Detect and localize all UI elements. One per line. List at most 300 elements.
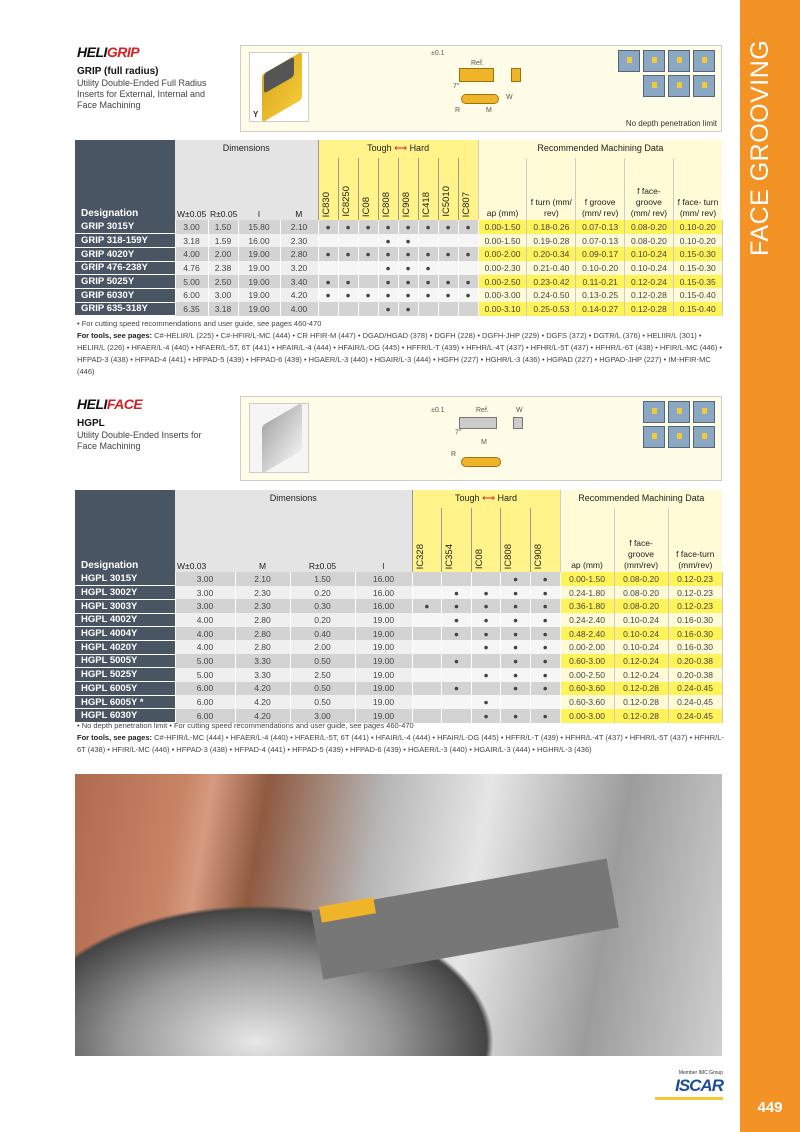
dim-cell: 2.30 — [235, 599, 290, 613]
availability-dot: ● — [418, 288, 438, 302]
machining-data-cell: 0.16-0.30 — [668, 627, 722, 641]
grade-name: IC354 — [444, 543, 456, 569]
dim-cell: 0.30 — [290, 599, 355, 613]
r-label: R — [451, 451, 457, 458]
grip-info-box — [240, 45, 722, 132]
availability-dot: ● — [530, 613, 560, 627]
machining-data-cell: 0.24-0.50 — [527, 288, 576, 302]
machining-data-cell: 0.10-0.24 — [625, 247, 674, 261]
logo-suffix: GRIP — [106, 44, 140, 60]
availability-dot: ● — [358, 247, 378, 261]
machining-data-cell: 0.00-1.50 — [478, 234, 527, 248]
tol-label: ±0.1 — [431, 407, 445, 414]
table-row — [75, 695, 722, 709]
availability-dot: ● — [471, 668, 501, 682]
availability-dot: ● — [530, 586, 560, 600]
availability-dot: ● — [438, 220, 458, 234]
hgpl-info-box — [240, 396, 722, 481]
dim-header: l — [355, 508, 412, 572]
grade-header — [412, 490, 560, 508]
dim-cell: 1.59 — [208, 234, 238, 248]
dim-cell: 19.00 — [238, 275, 280, 289]
dim-cell: 2.50 — [208, 275, 238, 289]
dim-cell: 19.00 — [238, 261, 280, 275]
machining-data-cell: 0.12-0.28 — [614, 682, 668, 696]
dim-cell: 0.50 — [290, 654, 355, 668]
machining-data-cell: 0.12-0.28 — [625, 302, 674, 316]
section-sidebar — [740, 0, 800, 1132]
grade-col-header — [458, 158, 478, 220]
ref-label: Ref. — [476, 407, 489, 414]
designation-cell: HGPL 4004Y — [75, 627, 175, 641]
availability-dot: ● — [338, 247, 358, 261]
grade-cell-empty — [412, 586, 442, 600]
machining-data-cell: 0.12-0.23 — [668, 599, 722, 613]
heligrip-logo — [77, 44, 139, 60]
grade-cell-empty — [358, 302, 378, 316]
availability-dot: ● — [458, 275, 478, 289]
machining-data-cell: 0.00-1.50 — [478, 220, 527, 234]
w-label: W — [516, 407, 523, 414]
availability-dot: ● — [530, 709, 560, 723]
designation-cell: HGPL 6005Y — [75, 682, 175, 696]
grade-cell-empty — [318, 302, 338, 316]
hgpl-table — [75, 490, 723, 723]
dim-cell: 2.80 — [235, 613, 290, 627]
dim-cell: 6.35 — [175, 302, 208, 316]
machining-data-cell: 0.60-3.60 — [560, 695, 614, 709]
dimensions-header: Dimensions — [175, 490, 412, 508]
table-row — [75, 613, 722, 627]
dim-cell: 3.40 — [280, 275, 318, 289]
hgpl-tools-label: For tools, see pages: — [77, 733, 153, 742]
face-internal-icon — [693, 75, 715, 97]
groove-icon — [643, 50, 665, 72]
dim-cell: 16.00 — [355, 599, 412, 613]
availability-dot: ● — [378, 220, 398, 234]
logo-prefix: HELI — [77, 396, 107, 412]
dim-cell: 4.00 — [175, 247, 208, 261]
machining-data-cell: 0.00-3.00 — [478, 288, 527, 302]
grade-cell-empty — [438, 261, 458, 275]
dim-cell: 2.30 — [235, 586, 290, 600]
machining-data-cell: 0.25-0.53 — [527, 302, 576, 316]
machining-data-cell: 0.12-0.24 — [614, 668, 668, 682]
face-profile-icon — [643, 426, 665, 448]
availability-dot: ● — [501, 599, 531, 613]
dim-header: W±0.05 — [175, 158, 208, 220]
availability-dot: ● — [418, 275, 438, 289]
face-turn-icon — [643, 401, 665, 423]
face-groove-icon — [693, 401, 715, 423]
designation-cell: GRIP 4020Y — [75, 247, 175, 261]
machining-data-cell: 0.20-0.38 — [668, 668, 722, 682]
grip-description: Utility Double-Ended Full Radius Inserts for External, Internal and Face Machining — [77, 78, 207, 110]
grade-col-header — [358, 158, 378, 220]
machining-data-cell: 0.20-0.34 — [527, 247, 576, 261]
grade-col-header — [412, 508, 442, 572]
availability-dot: ● — [378, 275, 398, 289]
dim-cell: 0.50 — [290, 682, 355, 696]
logo-suffix: FACE — [106, 396, 143, 412]
machining-data-cell: 0.12-0.28 — [625, 288, 674, 302]
machining-data-cell: 0.12-0.28 — [614, 709, 668, 723]
availability-dot: ● — [318, 247, 338, 261]
dim-cell: 6.00 — [175, 288, 208, 302]
dim-cell: 2.00 — [290, 640, 355, 654]
no-depth-note: No depth penetration limit — [625, 119, 717, 128]
availability-dot: ● — [398, 247, 418, 261]
machining-photo — [75, 774, 722, 1056]
availability-dot: ● — [378, 302, 398, 316]
m-label: M — [486, 107, 492, 114]
grade-cell-empty — [412, 668, 442, 682]
dim-cell: 2.50 — [290, 668, 355, 682]
dim-cell: 3.00 — [290, 709, 355, 723]
availability-dot: ● — [412, 599, 442, 613]
availability-dot: ● — [442, 613, 472, 627]
dim-cell: 4.20 — [235, 695, 290, 709]
grade-cell-empty — [471, 682, 501, 696]
availability-dot: ● — [442, 682, 472, 696]
hgpl-notes — [77, 720, 727, 756]
machining-data-cell: 0.60-3.60 — [560, 682, 614, 696]
r-label: R — [455, 107, 461, 114]
grip-tools-list: C#-HELIR/L (225) • C#-HFIR/L-MC (444) • CR HFIR-M (447) • DGAD/HGAD (378) • DGFH (228) • DGFH-JHP (229) • DGFS (372) • DGTR/L (376) • HELIIR/L (301) • HELIR/L (226) • HFAER/L-4 (440) • HFAER/L-5T, 6T (441) • HFAIR/L-4 (444) • HFAIR/L-DG (445) • HFFR/L-T (439) • HFHR/L-4T (437) • HFHR/L-5T (437) • HFHR/L-6T (438) • HFIR/L-MC (446) • HFPAD-3 (438) • HFPAD-4 (441) • HFPAD-5 (439) • HFPAD-6 (439) • HGAER/L-3 (440) • HGAIR/L-3 (444) • HGFH (227) • HGHR/L-3 (436) • HGPAD (227) • HGPAD-JHP (227) • IM-HFIR-MC (446) — [77, 331, 723, 376]
dim-cell: 2.80 — [235, 627, 290, 641]
grade-cell-empty — [442, 640, 472, 654]
grade-cell-empty — [471, 572, 501, 586]
availability-dot: ● — [318, 275, 338, 289]
grade-cell-empty — [338, 261, 358, 275]
machining-data-cell: 0.19-0.28 — [527, 234, 576, 248]
dim-header: M — [280, 158, 318, 220]
machining-data-cell: 0.10-0.24 — [614, 627, 668, 641]
dim-cell: 16.00 — [238, 234, 280, 248]
machining-data-cell: 0.16-0.30 — [668, 640, 722, 654]
availability-dot: ● — [471, 627, 501, 641]
machining-data-cell: 0.08-0.20 — [614, 572, 668, 586]
machining-data-cell: 0.08-0.20 — [614, 599, 668, 613]
machining-data-cell: 0.15-0.40 — [673, 302, 722, 316]
designation-cell: HGPL 6030Y — [75, 709, 175, 723]
face-turn-icon — [618, 50, 640, 72]
availability-dot: ● — [398, 234, 418, 248]
data-col-header: f turn (mm/ rev) — [527, 158, 576, 220]
heliface-logo — [77, 396, 142, 412]
grade-cell-empty — [318, 261, 338, 275]
dim-cell: 3.00 — [175, 599, 235, 613]
dim-cell: 3.30 — [235, 654, 290, 668]
machining-data-cell: 0.12-0.24 — [625, 275, 674, 289]
machining-data-header: Recommended Machining Data — [560, 490, 722, 508]
availability-dot: ● — [501, 654, 531, 668]
grade-cell-empty — [471, 654, 501, 668]
availability-dot: ● — [398, 275, 418, 289]
availability-dot: ● — [530, 627, 560, 641]
dim-cell: 4.00 — [175, 613, 235, 627]
machining-data-cell: 0.00-2.30 — [478, 261, 527, 275]
dim-cell: 4.20 — [235, 709, 290, 723]
availability-dot: ● — [501, 668, 531, 682]
availability-dot: ● — [438, 275, 458, 289]
grade-cell-empty — [412, 640, 442, 654]
availability-dot: ● — [530, 654, 560, 668]
dim-cell: 3.20 — [280, 261, 318, 275]
machining-data-cell: 0.10-0.24 — [614, 613, 668, 627]
grade-col-header — [338, 158, 358, 220]
availability-dot: ● — [530, 668, 560, 682]
dim-cell: 19.00 — [355, 640, 412, 654]
machining-data-cell: 0.10-0.20 — [673, 234, 722, 248]
dim-cell: 3.00 — [175, 220, 208, 234]
table-row — [75, 586, 722, 600]
dim-cell: 3.00 — [175, 572, 235, 586]
availability-dot: ● — [442, 599, 472, 613]
grade-cell-empty — [458, 302, 478, 316]
availability-dot: ● — [501, 586, 531, 600]
dim-cell: 0.20 — [290, 613, 355, 627]
tough-label: Tough — [367, 143, 392, 153]
machining-data-cell: 0.08-0.20 — [625, 234, 674, 248]
dim-header: R±0.05 — [290, 508, 355, 572]
designation-cell: HGPL 3003Y — [75, 599, 175, 613]
face-arc-icon — [693, 426, 715, 448]
dim-cell: 2.38 — [208, 261, 238, 275]
dim-cell: 2.10 — [235, 572, 290, 586]
operation-icons — [643, 401, 715, 448]
availability-dot: ● — [530, 640, 560, 654]
dim-cell: 15.80 — [238, 220, 280, 234]
designation-cell: GRIP 318-159Y — [75, 234, 175, 248]
grade-header — [318, 140, 478, 158]
availability-dot: ● — [471, 599, 501, 613]
grade-cell-empty — [318, 234, 338, 248]
availability-dot: ● — [442, 654, 472, 668]
dim-cell: 2.00 — [208, 247, 238, 261]
hgpl-tools-list: C#-HFIR/L-MC (444) • HFAER/L-4 (440) • HFAER/L-5T, 6T (441) • HFAIR/L-4 (444) • HFAIR/L-DG (445) • HFFR/L-T (439) • HFHR/L-4T (437) • HFHR/L-5T (437) • HFHR/L-6T (438) • HFIR/L-MC (446) • HFPAD-3 (438) • HFPAD-4 (441) • HFPAD-5 (439) • HFPAD-6 (439) • HGAER/L-3 (440) • HGAIR/L-3 (444) • HGHR/L-3 (436) — [77, 733, 724, 754]
designation-cell: HGPL 3015Y — [75, 572, 175, 586]
machining-data-cell: 0.00-2.00 — [478, 247, 527, 261]
machining-data-cell: 0.00-1.50 — [560, 572, 614, 586]
grade-cell-empty — [412, 572, 442, 586]
dim-cell: 19.00 — [355, 613, 412, 627]
machining-data-cell: 0.10-0.24 — [625, 261, 674, 275]
machining-data-cell: 0.10-0.20 — [576, 261, 625, 275]
machining-data-cell: 0.21-0.40 — [527, 261, 576, 275]
data-col-header: f face- groove (mm/ rev) — [625, 158, 674, 220]
grip-notes — [77, 318, 727, 378]
table-row — [75, 654, 722, 668]
grade-cell-empty — [501, 695, 531, 709]
machining-data-cell: 0.24-0.45 — [668, 682, 722, 696]
table-row — [75, 247, 722, 261]
availability-dot: ● — [501, 572, 531, 586]
machining-data-cell: 0.16-0.30 — [668, 613, 722, 627]
grip-dimension-drawing — [431, 50, 551, 120]
machining-data-cell: 0.07-0.13 — [576, 220, 625, 234]
data-col-header: ap (mm) — [560, 508, 614, 572]
availability-dot: ● — [338, 275, 358, 289]
page-number: 449 — [757, 1099, 783, 1116]
availability-dot: ● — [378, 247, 398, 261]
machining-data-cell: 0.24-0.45 — [668, 709, 722, 723]
machining-data-cell: 0.18-0.26 — [527, 220, 576, 234]
availability-dot: ● — [378, 261, 398, 275]
machining-data-cell: 0.10-0.20 — [673, 220, 722, 234]
dim-cell: 1.50 — [290, 572, 355, 586]
grade-col-header — [530, 508, 560, 572]
dim-cell: 4.00 — [175, 640, 235, 654]
designation-cell: HGPL 4002Y — [75, 613, 175, 627]
grade-cell-empty — [412, 627, 442, 641]
grade-cell-empty — [442, 695, 472, 709]
availability-dot: ● — [438, 288, 458, 302]
availability-dot: ● — [398, 288, 418, 302]
availability-dot: ● — [398, 302, 418, 316]
dim-cell: 2.30 — [280, 234, 318, 248]
internal-groove-icon — [693, 50, 715, 72]
grip-insert-image — [249, 52, 309, 122]
machining-data-cell: 0.14-0.27 — [576, 302, 625, 316]
machining-data-cell: 0.00-2.50 — [560, 668, 614, 682]
grade-name: IC807 — [460, 191, 472, 217]
grade-cell-empty — [338, 234, 358, 248]
grade-name: IC808 — [380, 191, 392, 217]
angle-label: 7° — [455, 429, 462, 436]
dim-cell: 16.00 — [355, 586, 412, 600]
grade-cell-empty — [530, 695, 560, 709]
availability-dot: ● — [358, 288, 378, 302]
table-row — [75, 640, 722, 654]
insert-label: Y — [253, 110, 259, 119]
table-row — [75, 275, 722, 289]
machining-data-cell: 0.12-0.28 — [614, 695, 668, 709]
machining-data-cell: 0.12-0.23 — [668, 586, 722, 600]
grade-cell-empty — [412, 613, 442, 627]
hgpl-dimension-drawing — [431, 407, 551, 477]
availability-dot: ● — [471, 613, 501, 627]
machining-data-cell: 0.00-3.10 — [478, 302, 527, 316]
profile-icon — [668, 50, 690, 72]
dim-cell: 0.40 — [290, 627, 355, 641]
grade-name: IC5010 — [440, 186, 452, 217]
machining-data-cell: 0.08-0.20 — [625, 220, 674, 234]
machining-data-cell: 0.60-3.00 — [560, 654, 614, 668]
dim-cell: 1.50 — [208, 220, 238, 234]
dimensions-header: Dimensions — [175, 140, 318, 158]
machining-data-cell: 0.15-0.35 — [673, 275, 722, 289]
table-row — [75, 599, 722, 613]
availability-dot: ● — [471, 709, 501, 723]
grade-cell-empty — [442, 668, 472, 682]
availability-dot: ● — [318, 288, 338, 302]
table-row — [75, 572, 722, 586]
availability-dot: ● — [471, 586, 501, 600]
machining-data-cell: 0.15-0.30 — [673, 261, 722, 275]
section-title: FACE GROOVING — [746, 40, 774, 257]
machining-data-cell: 0.15-0.30 — [673, 247, 722, 261]
machining-data-cell: 0.23-0.42 — [527, 275, 576, 289]
dim-cell: 6.00 — [175, 709, 235, 723]
designation-cell: GRIP 6030Y — [75, 288, 175, 302]
machining-data-cell: 0.07-0.13 — [576, 234, 625, 248]
brand-name: ISCAR — [675, 1076, 723, 1095]
grade-cell-empty — [418, 234, 438, 248]
tol-label: ±0.1 — [431, 50, 445, 57]
dim-header: R±0.05 — [208, 158, 238, 220]
availability-dot: ● — [530, 599, 560, 613]
grade-name: IC808 — [503, 543, 515, 569]
machining-data-cell: 0.12-0.24 — [614, 654, 668, 668]
availability-dot: ● — [458, 247, 478, 261]
dim-cell: 5.00 — [175, 654, 235, 668]
grade-name: IC08 — [360, 196, 372, 217]
grade-name: IC830 — [320, 191, 332, 217]
data-col-header: f face-turn (mm/rev) — [668, 508, 722, 572]
grade-cell-empty — [358, 275, 378, 289]
grade-cell-empty — [338, 302, 358, 316]
dim-cell: 19.00 — [238, 302, 280, 316]
dim-cell: 5.00 — [175, 668, 235, 682]
grip-tools-label: For tools, see pages: — [77, 331, 153, 340]
hard-label: Hard — [409, 143, 430, 153]
availability-dot: ● — [442, 627, 472, 641]
availability-dot: ● — [418, 261, 438, 275]
designation-cell: HGPL 5005Y — [75, 654, 175, 668]
double-arrow-icon: ⟷ — [394, 143, 408, 153]
machining-data-cell: 0.09-0.17 — [576, 247, 625, 261]
face-internal-icon — [668, 426, 690, 448]
grade-col-header — [418, 158, 438, 220]
grade-cell-empty — [438, 302, 458, 316]
dim-cell: 16.00 — [355, 572, 412, 586]
dim-cell: 19.00 — [355, 695, 412, 709]
grip-note: • For cutting speed recommendations and user guide, see pages 460-470 — [77, 319, 322, 328]
grade-cell-empty — [458, 261, 478, 275]
availability-dot: ● — [378, 234, 398, 248]
designation-cell: HGPL 6005Y * — [75, 695, 175, 709]
designation-cell: GRIP 3015Y — [75, 220, 175, 234]
machining-data-header: Recommended Machining Data — [478, 140, 722, 158]
grade-col-header — [318, 158, 338, 220]
dim-cell: 5.00 — [175, 275, 208, 289]
data-col-header: f face- groove (mm/rev) — [614, 508, 668, 572]
dim-cell: 19.00 — [355, 668, 412, 682]
grade-cell-empty — [438, 234, 458, 248]
machining-data-cell: 0.13-0.25 — [576, 288, 625, 302]
dim-cell: 19.00 — [355, 627, 412, 641]
designation-cell: HGPL 4020Y — [75, 640, 175, 654]
machining-data-cell: 0.00-2.50 — [478, 275, 527, 289]
hard-label: Hard — [497, 493, 518, 503]
grade-col-header — [501, 508, 531, 572]
dim-cell: 19.00 — [238, 247, 280, 261]
dim-cell: 19.00 — [355, 682, 412, 696]
dim-cell: 3.18 — [175, 234, 208, 248]
dim-cell: 4.00 — [175, 627, 235, 641]
data-col-header: ap (mm) — [478, 158, 527, 220]
m-label: M — [481, 439, 487, 446]
machining-data-cell: 0.12-0.23 — [668, 572, 722, 586]
grade-name: IC908 — [532, 543, 544, 569]
designation-cell: HGPL 3002Y — [75, 586, 175, 600]
grade-col-header — [398, 158, 418, 220]
availability-dot: ● — [418, 220, 438, 234]
table-row — [75, 668, 722, 682]
machining-data-cell: 0.00-2.00 — [560, 640, 614, 654]
availability-dot: ● — [530, 572, 560, 586]
